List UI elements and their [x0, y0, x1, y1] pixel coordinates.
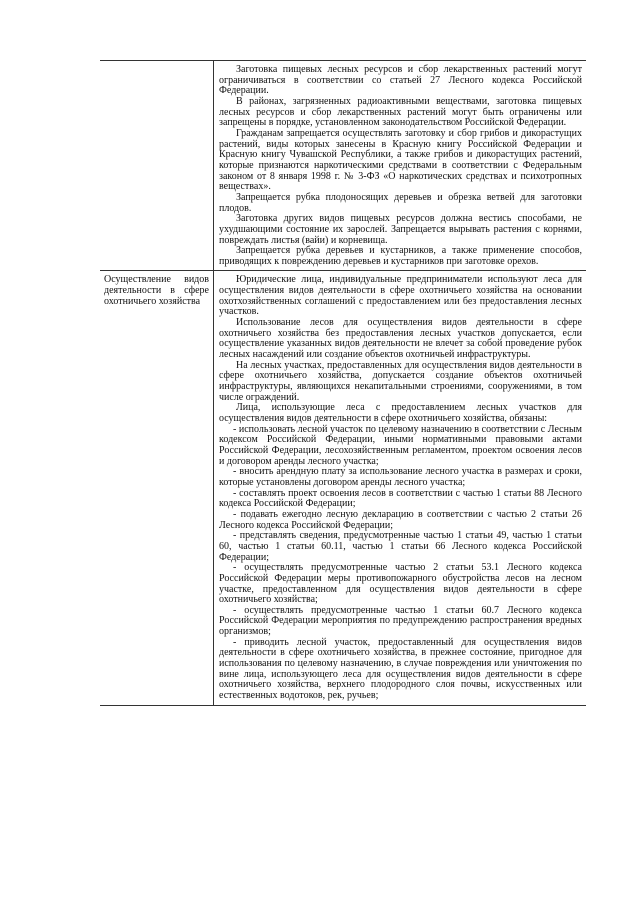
paragraph: Запрещается рубка плодоносящих деревьев и обрезка ветвей для заготовки плодов. [219, 191, 582, 214]
list-item: - приводить лесной участок, предоставленный для осуществления видов деятельности в сфере охотничьего хозяйства, в прежнее состояние, пригодное для использования по целевому назначению, в случае повреждения или уничтожения по вине лица, использующего леса для осуществления видов деятельности в сфере охотничьего хозяйства, верхнего плодородного слоя почвы, искусственных или естественных водотоков, рек, ручьев; [219, 636, 582, 702]
list-item: - осуществлять предусмотренные частью 1 статьи 60.7 Лесного кодекса Российской Федерации мероприятия по предупреждению распространения вредных организмов; [219, 604, 582, 638]
list-item: - вносить арендную плату за использование лесного участка в размерах и сроки, которые установлены договором аренды лесного участка; [219, 466, 582, 488]
paragraph: Заготовка других видов пищевых ресурсов должна вестись способами, не ухудшающими состояние их зарослей. Запрещается вырывать растения с корнями, повреждать листья (вайи) и корневища. [219, 213, 582, 246]
paragraph: Гражданам запрещается осуществлять заготовку и сбор грибов и дикорастущих растений, виды которых занесены в Красную книгу Российской Федерации и Красную книгу Чувашской Республики, а также грибов и дикорастущих растений, которые признаются наркотическими средствами в соответствии с Федеральным законом от 8 января 1998 г. № 3-ФЗ «О наркотических средствах и психотропных веществах». [219, 127, 582, 193]
list-item: - осуществлять предусмотренные частью 2 статьи 53.1 Лесного кодекса Российской Федерации меры противопожарного обустройства лесов на лесном участке, предоставленном для осуществления видов деятельности в сфере охотничьего хозяйства; [219, 562, 582, 606]
paragraph: Запрещается рубка деревьев и кустарников, а также применение способов, приводящих к повреждению деревьев и кустарников при заготовке орехов. [219, 245, 582, 267]
row-content-cell [214, 271, 587, 705]
paragraph: На лесных участках, предоставленных для осуществления видов деятельности в сфере охотничьего хозяйства, допускается создание объектов охотничьей инфраструктуры, являющихся некапитальными строениями, сооружениями, в том числе ограждений. [219, 359, 582, 403]
row-category-cell [100, 61, 214, 271]
list-item: - представлять сведения, предусмотренные частью 1 статьи 49, частью 1 статьи 60, частью 1 статьи 60.11, частью 1 статьи 66 Лесного кодекса Российской Федерации; [219, 530, 582, 563]
row-content-cell [214, 61, 587, 271]
list-item: - использовать лесной участок по целевому назначению в соответствии с Лесным кодексом Российской Федерации, иными нормативными правовыми актами Российской Федерации, лесохозяйственным регламентом, проектом освоения лесов и договором аренды лесного участка; [219, 423, 582, 467]
list-item: - составлять проект освоения лесов в соответствии с частью 1 статьи 88 Лесного кодекса Российской Федерации; [219, 487, 582, 510]
row-category: Осуществление видов деятельности в сфере охотничьего хозяйства [104, 274, 209, 307]
row-category-cell [100, 271, 214, 705]
document-page [100, 60, 585, 706]
table-row [100, 61, 586, 271]
paragraph: Использование лесов для осуществления видов деятельности в сфере охотничьего хозяйства без предоставления лесных участков допускается, если осуществление указанных видов деятельности не влечет за собой проведение рубок лесных насаждений или создание объектов охотничьей инфраструктуры. [219, 317, 582, 361]
list-item: - подавать ежегодно лесную декларацию в соответствии с частью 2 статьи 26 Лесного кодекса Российской Федерации; [219, 508, 582, 531]
paragraph: В районах, загрязненных радиоактивными веществами, заготовка пищевых лесных ресурсов и сбор лекарственных растений могут быть ограничены или запрещены в порядке, установленном законодательством Российской Федерации. [219, 95, 582, 129]
paragraph: Лица, использующие леса с предоставлением лесных участков для осуществления видов деятельности в сфере охотничьего хозяйства, обязаны: [219, 402, 582, 424]
row-category [100, 61, 213, 65]
table-row [100, 271, 586, 705]
paragraph: Заготовка пищевых лесных ресурсов и сбор лекарственных растений могут ограничиваться в соответствии со статьей 27 Лесного кодекса Российской Федерации. [219, 64, 582, 97]
paragraph: Юридические лица, индивидуальные предприниматели используют леса для осуществления видов деятельности в сфере охотничьего хозяйства на основании охотхозяйственных соглашений с предоставлением или без предоставления лесных участков. [219, 274, 582, 318]
regulation-table [100, 60, 586, 706]
